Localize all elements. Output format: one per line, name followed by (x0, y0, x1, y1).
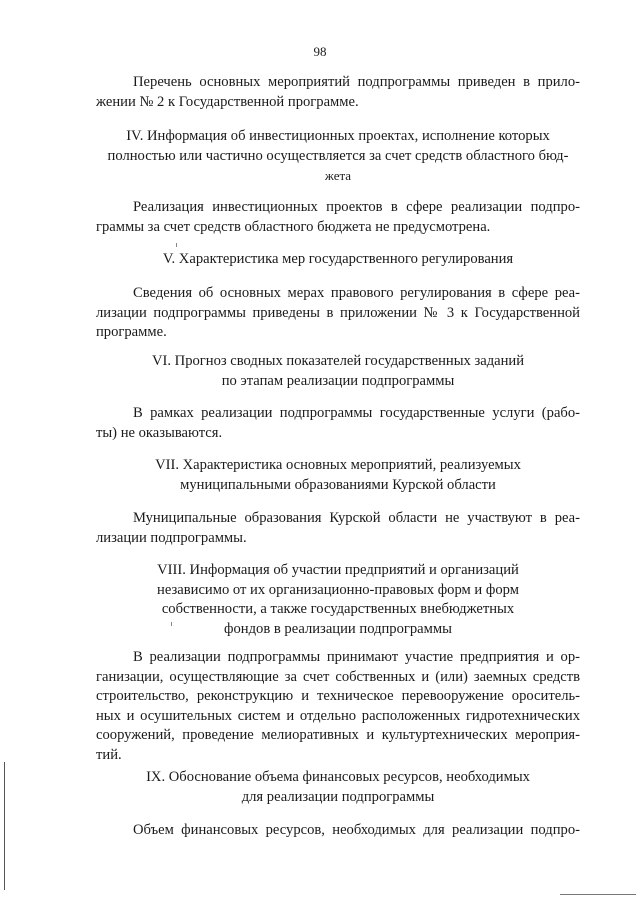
heading-line: фондов в реализации подпрограммы (224, 620, 452, 637)
text-line: сооружений, проведение мелиоративных и культуртехнических мероприя- (96, 727, 580, 743)
text-line: Сведения об основных мерах правового регулирования в сфере реа- (133, 285, 580, 301)
scan-speck (176, 243, 177, 247)
paragraph-main-activities (96, 73, 580, 112)
heading-line: по этапам реализации подпрограммы (221, 372, 455, 389)
heading-section-vi (96, 352, 580, 391)
scan-margin-line (4, 762, 5, 890)
heading-section-iv (96, 127, 580, 186)
text-line: лизации подпрограммы. (96, 529, 247, 546)
heading-section-vii (96, 456, 580, 495)
heading-line: полностью или частично осуществляется за счет средств областного бюд- (107, 147, 569, 164)
paragraph-municipalities (96, 509, 580, 548)
text-line: ных и осушительных систем и отдельно расположенных гидротехнических (96, 707, 580, 724)
text-line: строительство, реконструкцию и техническое перевооружение ороситель- (96, 688, 580, 704)
text-line: тий. (96, 746, 122, 763)
heading-line: муниципальными образованиями Курской области (180, 476, 496, 493)
text-line: ганизации, осуществляющие за счет собственных и (или) заемных средств (96, 668, 580, 685)
heading-line: для реализации подпрограммы (241, 788, 435, 805)
paragraph-investment-projects (96, 198, 580, 237)
heading-section-viii (96, 561, 580, 639)
text-line: В рамках реализации подпрограммы государственные услуги (рабо- (133, 405, 580, 421)
text-line: Реализация инвестиционных проектов в сфере реализации подпро- (133, 199, 580, 215)
text-line: программе. (96, 324, 167, 340)
heading-line: независимо от их организационно-правовых форм и форм (157, 581, 519, 598)
heading-line: IX. Обоснование объема финансовых ресурсов, необходимых (146, 769, 530, 785)
scan-bottom-line (560, 894, 636, 895)
paragraph-financial-resources (96, 821, 580, 841)
text-line: В реализации подпрограммы принимают участие предприятия и ор- (133, 649, 580, 665)
text-line: лизации подпрограммы приведены в приложении № 3 к Государственной (96, 304, 580, 321)
text-line: Муниципальные образования Курской области не участвуют в реа- (133, 510, 580, 526)
heading-line: собственности, а также государственных внебюджетных (161, 601, 515, 617)
scan-speck (171, 622, 172, 626)
heading-line: VIII. Информация об участии предприятий и организаций (157, 562, 519, 578)
paragraph-regulation-measures (96, 284, 580, 343)
heading-line: V. Характеристика мер государственного регулирования (162, 251, 514, 267)
heading-line: IV. Информация об инвестиционных проектах, исполнение которых (126, 128, 550, 144)
paragraph-enterprise-participation (96, 648, 580, 765)
page-number: 98 (313, 44, 327, 59)
heading-section-ix (96, 768, 580, 807)
paragraph-state-services (96, 404, 580, 443)
text-line: ты) не оказываются. (96, 424, 223, 441)
heading-line: жета (324, 168, 352, 183)
text-line: Перечень основных мероприятий подпрограммы приведен в прило- (133, 74, 580, 90)
text-line: жении № 2 к Государственной программе. (96, 93, 359, 110)
heading-line: VII. Характеристика основных мероприятий, реализуемых (155, 457, 521, 473)
heading-section-v (96, 250, 580, 270)
text-line: граммы за счет средств областного бюджета не предусмотрена. (96, 218, 491, 235)
heading-line: VI. Прогноз сводных показателей государственных заданий (151, 353, 525, 369)
text-line: Объем финансовых ресурсов, необходимых для реализации подпро- (133, 822, 580, 838)
